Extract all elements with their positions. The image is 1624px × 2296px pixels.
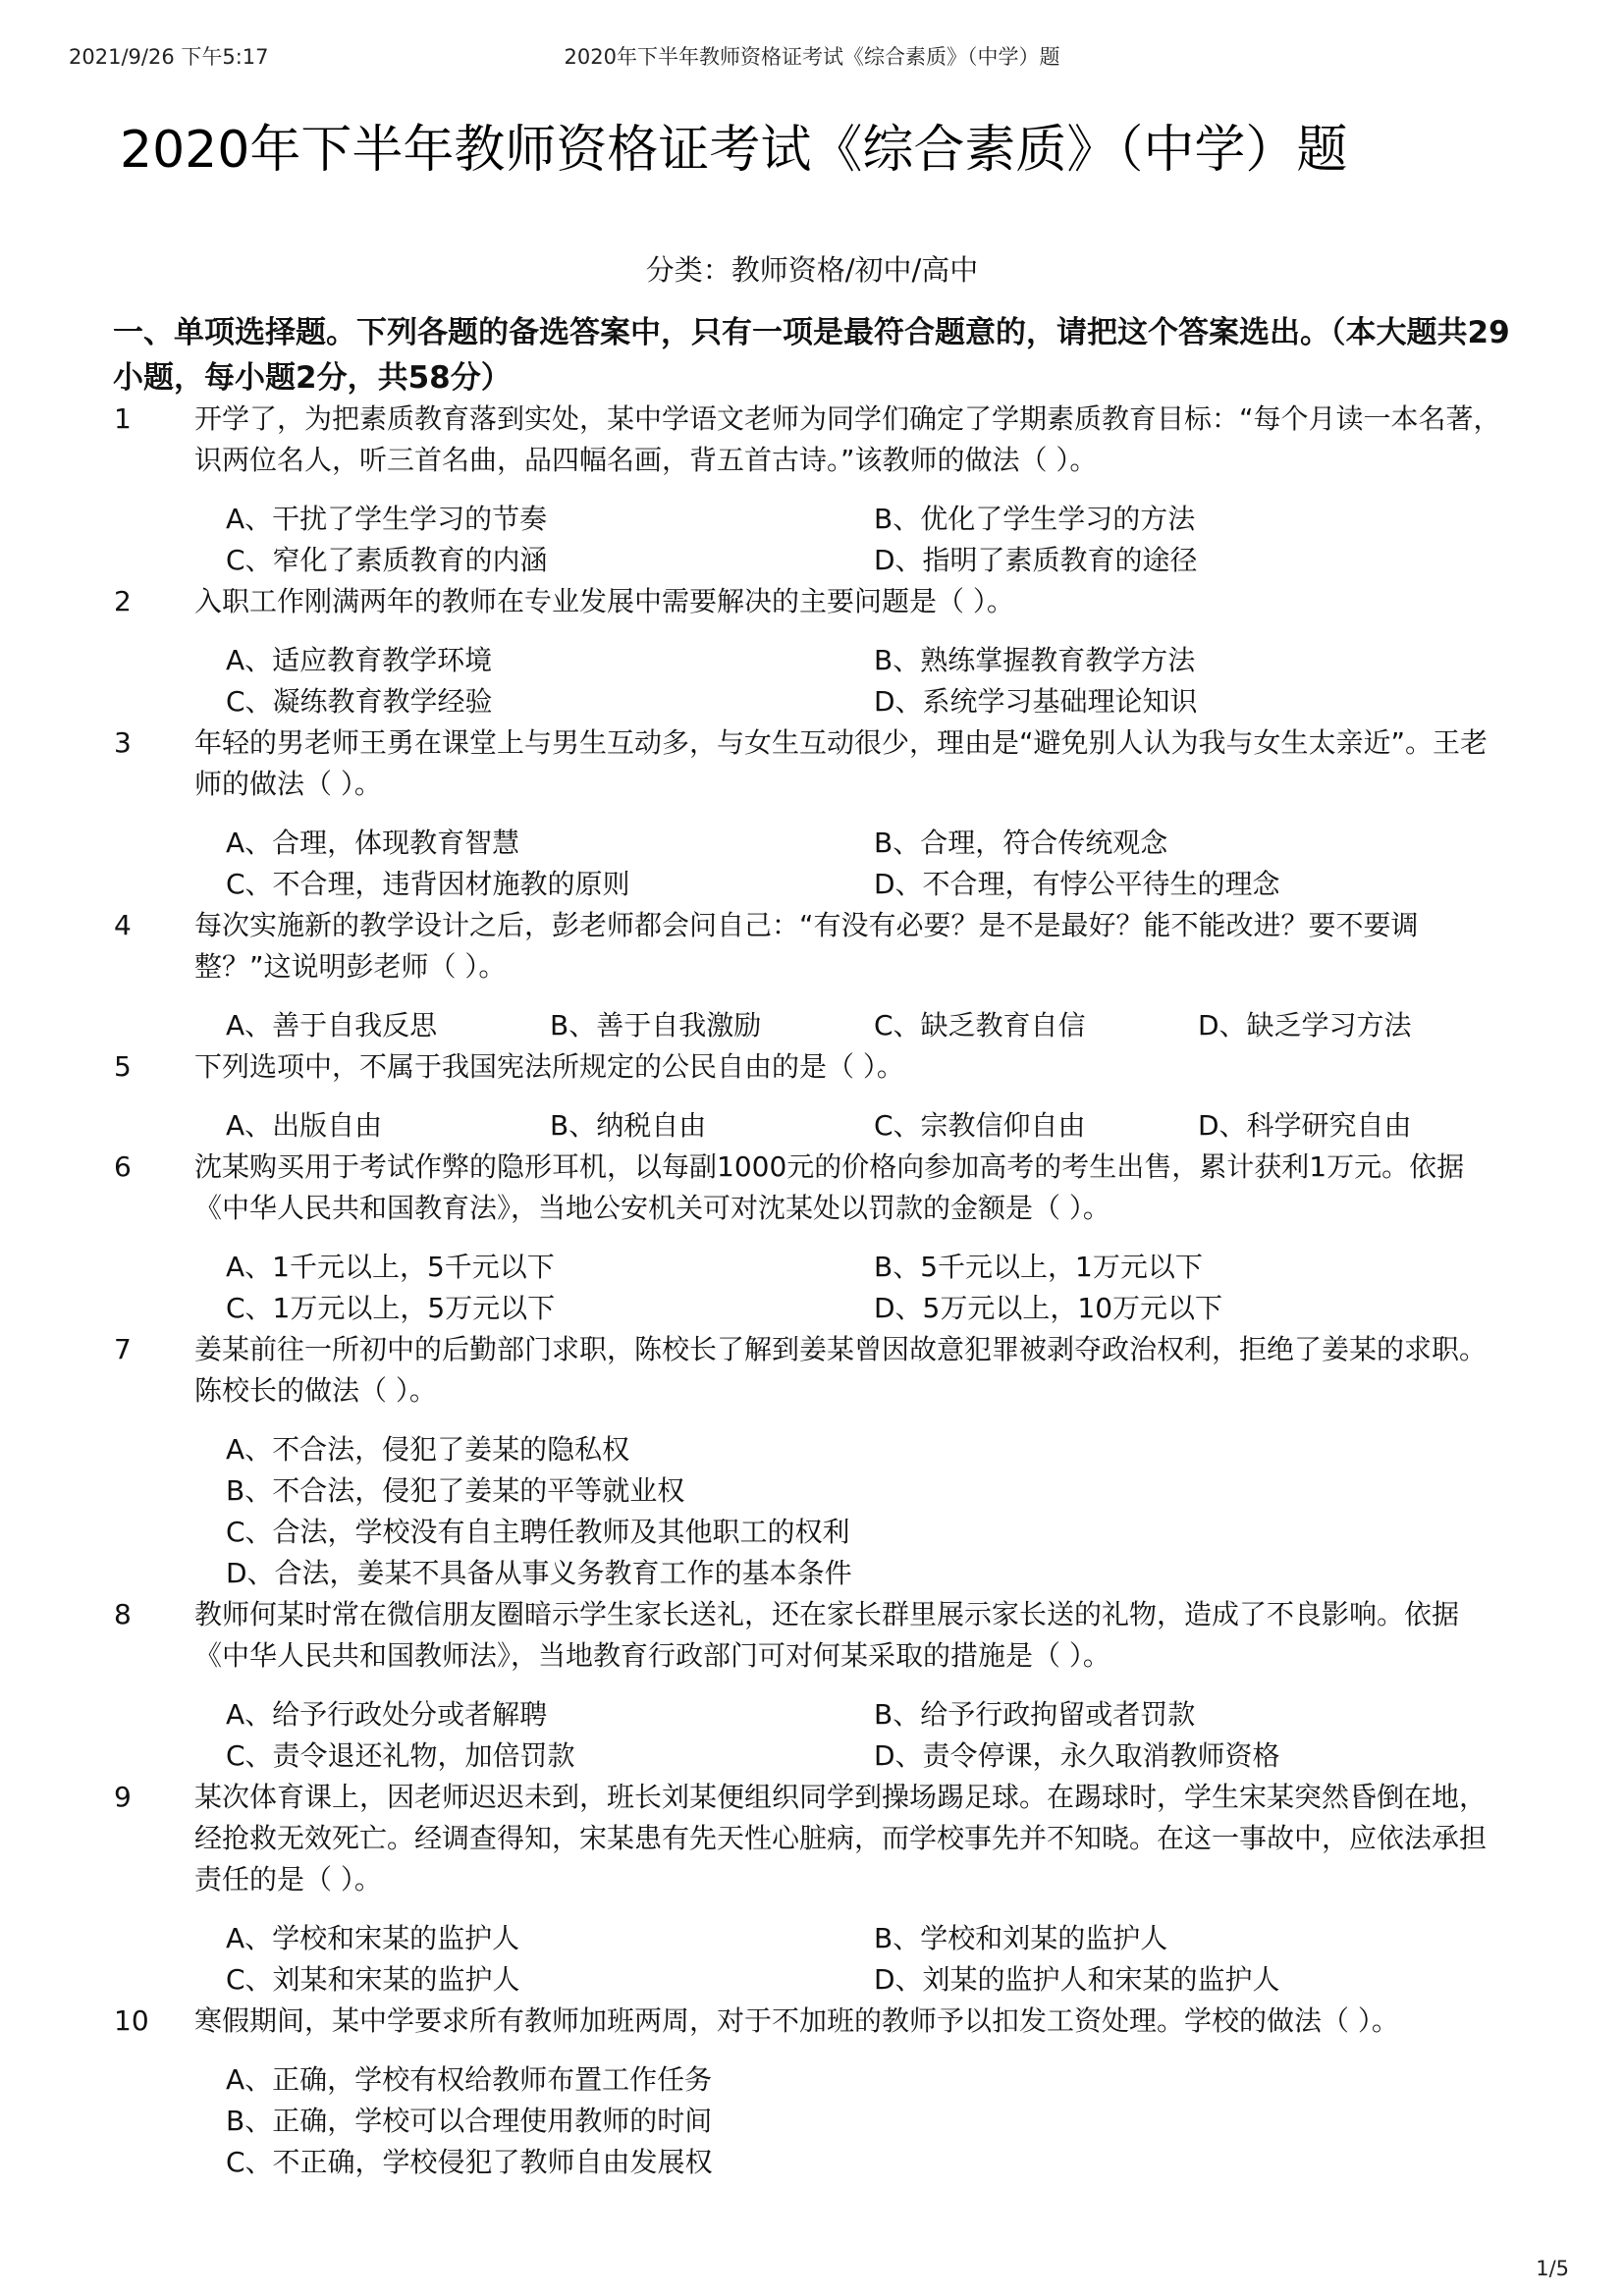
answer-option: B、5千元以上，1万元以下 xyxy=(874,1251,1203,1283)
question-stem: 寒假期间，某中学要求所有教师加班两周，对于不加班的教师予以扣发工资处理。学校的做法（ ）。 xyxy=(194,2004,1399,2037)
question-item xyxy=(0,1594,1624,1777)
answer-options xyxy=(226,1247,1542,1329)
question-number: 5 xyxy=(114,1050,132,1083)
answer-option: A、不合法，侵犯了姜某的隐私权 xyxy=(226,1433,630,1466)
answer-option: B、熟练掌握教育教学方法 xyxy=(874,644,1196,676)
question-item xyxy=(0,399,1624,581)
question-list xyxy=(0,399,1624,2183)
answer-option: A、1千元以上，5千元以下 xyxy=(226,1251,555,1283)
answer-option: C、责令退还礼物，加倍罚款 xyxy=(226,1739,575,1772)
answer-options xyxy=(226,1005,1542,1046)
answer-option: D、指明了素质教育的途径 xyxy=(874,544,1198,576)
answer-options xyxy=(226,1105,1542,1147)
question-item xyxy=(0,905,1624,1046)
question-number: 3 xyxy=(114,726,132,759)
question-number: 4 xyxy=(114,909,132,941)
question-stem: 入职工作刚满两年的教师在专业发展中需要解决的主要问题是（ ）。 xyxy=(194,585,1014,617)
question-stem: 姜某前往一所初中的后勤部门求职，陈校长了解到姜某曾因故意犯罪被剥夺政治权利，拒绝了姜某的求职。陈校长的做法（ ）。 xyxy=(194,1333,1488,1407)
question-item xyxy=(0,2001,1624,2183)
answer-option: D、刘某的监护人和宋某的监护人 xyxy=(874,1963,1280,1996)
question-stem: 开学了，为把素质教育落到实处，某中学语文老师为同学们确定了学期素质教育目标：“每个月读一本名著，识两位名人，听三首名曲，品四幅名画，背五首古诗。”该教师的做法（ ）。 xyxy=(194,402,1501,476)
answer-option: C、凝练教育教学经验 xyxy=(226,685,493,718)
answer-option: D、合法，姜某不具备从事义务教育工作的基本条件 xyxy=(226,1557,852,1589)
answer-option: A、合理，体现教育智慧 xyxy=(226,827,520,859)
question-number: 2 xyxy=(114,585,132,617)
answer-option: C、1万元以上，5万元以下 xyxy=(226,1292,556,1324)
answer-options xyxy=(226,2059,1542,2183)
answer-option: A、正确，学校有权给教师布置工作任务 xyxy=(226,2063,713,2096)
answer-option: A、适应教育教学环境 xyxy=(226,644,493,676)
answer-option: D、缺乏学习方法 xyxy=(1198,1009,1412,1041)
answer-option: A、学校和宋某的监护人 xyxy=(226,1922,520,1954)
answer-option: B、给予行政拘留或者罚款 xyxy=(874,1698,1196,1731)
answer-option: B、合理，符合传统观念 xyxy=(874,827,1168,859)
question-item xyxy=(0,581,1624,722)
page-number: 1/5 xyxy=(1536,2257,1569,2280)
answer-option: C、窄化了素质教育的内涵 xyxy=(226,544,548,576)
question-number: 7 xyxy=(114,1333,132,1365)
answer-options xyxy=(226,1918,1542,2001)
answer-option: B、优化了学生学习的方法 xyxy=(874,503,1196,535)
question-item xyxy=(0,1777,1624,2001)
answer-options xyxy=(226,640,1542,722)
answer-option: A、干扰了学生学习的节奏 xyxy=(226,503,548,535)
answer-option: A、出版自由 xyxy=(226,1109,383,1142)
question-item xyxy=(0,1046,1624,1147)
print-date: 2021/9/26 下午5:17 xyxy=(69,45,269,69)
answer-option: C、缺乏教育自信 xyxy=(874,1009,1086,1041)
answer-option: C、宗教信仰自由 xyxy=(874,1109,1086,1142)
question-stem: 下列选项中，不属于我国宪法所规定的公民自由的是（ ）。 xyxy=(194,1050,904,1083)
question-stem: 每次实施新的教学设计之后，彭老师都会问自己：“有没有必要？是不是最好？能不能改进？要不要调整？”这说明彭老师（ ）。 xyxy=(194,909,1419,983)
question-number: 9 xyxy=(114,1781,132,1813)
answer-options xyxy=(226,1694,1542,1777)
answer-option: D、责令停课，永久取消教师资格 xyxy=(874,1739,1280,1772)
question-stem: 某次体育课上，因老师迟迟未到，班长刘某便组织同学到操场踢足球。在踢球时，学生宋某突然昏倒在地，经抢救无效死亡。经调查得知，宋某患有先天性心脏病，而学校事先并不知晓。在这一事故中，应依法承担责任的是（ ）。 xyxy=(194,1781,1488,1896)
question-stem: 年轻的男老师王勇在课堂上与男生互动多，与女生互动很少，理由是“避免别人认为我与女生太亲近”。王老师的做法（ ）。 xyxy=(194,726,1489,800)
question-stem: 沈某购买用于考试作弊的隐形耳机，以每副1000元的价格向参加高考的考生出售，累计获利1万元。依据《中华人民共和国教育法》，当地公安机关可对沈某处以罚款的金额是（ ）。 xyxy=(194,1150,1465,1224)
question-number: 10 xyxy=(114,2004,149,2037)
answer-option: C、合法，学校没有自主聘任教师及其他职工的权利 xyxy=(226,1516,850,1548)
question-stem: 教师何某时常在微信朋友圈暗示学生家长送礼，还在家长群里展示家长送的礼物，造成了不良影响。依据《中华人民共和国教师法》，当地教育行政部门可对何某采取的措施是（ ）。 xyxy=(194,1598,1460,1672)
answer-option: B、纳税自由 xyxy=(550,1109,707,1142)
answer-option: C、不正确，学校侵犯了教师自由发展权 xyxy=(226,2146,713,2178)
answer-option: D、5万元以上，10万元以下 xyxy=(874,1292,1223,1324)
print-doc-title: 2020年下半年教师资格证考试《综合素质》（中学）题 xyxy=(564,45,1060,69)
question-item xyxy=(0,1329,1624,1594)
question-item xyxy=(0,722,1624,905)
question-number: 6 xyxy=(114,1150,132,1183)
answer-option: D、不合理，有悖公平待生的理念 xyxy=(874,868,1280,900)
answer-option: B、正确，学校可以合理使用教师的时间 xyxy=(226,2105,713,2137)
answer-option: B、不合法，侵犯了姜某的平等就业权 xyxy=(226,1474,685,1507)
answer-options xyxy=(226,499,1542,581)
section-heading: 一、单项选择题。下列各题的备选答案中，只有一项是最符合题意的，请把这个答案选出。（本大题共29小题，每小题2分，共58分） xyxy=(113,315,1510,396)
answer-option: C、不合理，违背因材施教的原则 xyxy=(226,868,630,900)
answer-option: D、科学研究自由 xyxy=(1198,1109,1412,1142)
answer-option: A、善于自我反思 xyxy=(226,1009,438,1041)
answer-option: B、学校和刘某的监护人 xyxy=(874,1922,1168,1954)
question-item xyxy=(0,1147,1624,1329)
question-number: 8 xyxy=(114,1598,132,1630)
answer-option: C、刘某和宋某的监护人 xyxy=(226,1963,520,1996)
page-title: 2020年下半年教师资格证考试《综合素质》（中学）题 xyxy=(120,121,1348,180)
answer-options xyxy=(226,823,1542,905)
answer-option: D、系统学习基础理论知识 xyxy=(874,685,1198,718)
category-line: 分类：教师资格/初中/高中 xyxy=(645,253,979,287)
answer-option: B、善于自我激励 xyxy=(550,1009,762,1041)
answer-option: A、给予行政处分或者解聘 xyxy=(226,1698,548,1731)
question-number: 1 xyxy=(114,402,132,435)
answer-options xyxy=(226,1429,1542,1594)
print-header xyxy=(69,41,1555,71)
